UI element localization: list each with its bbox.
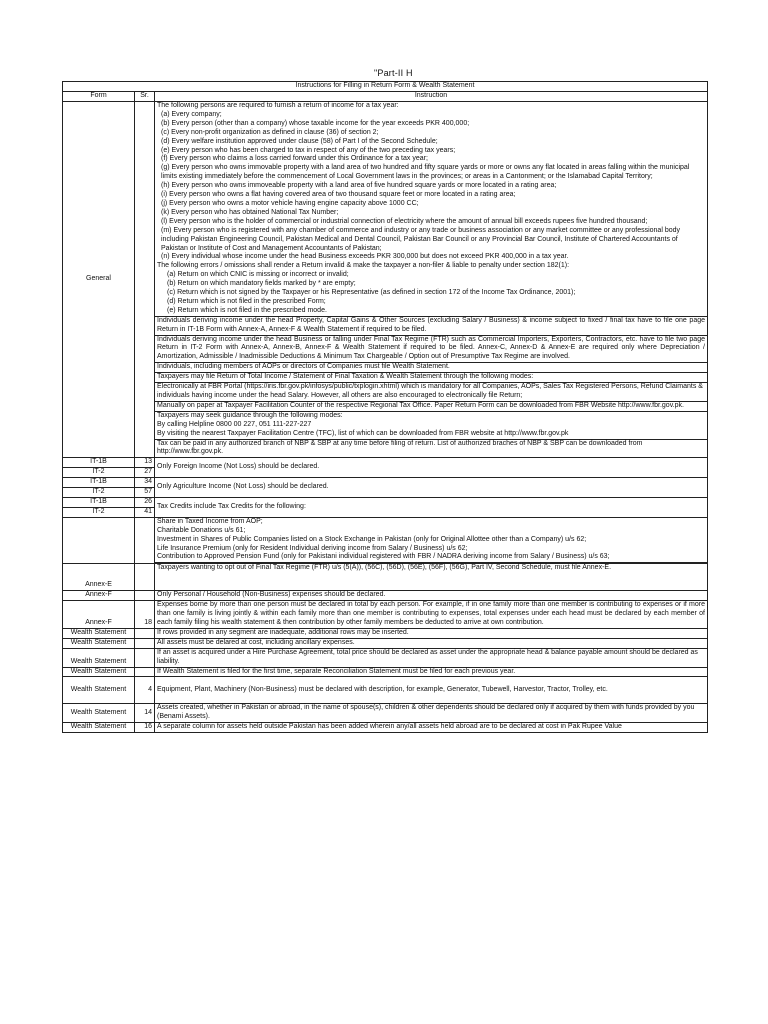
list-item: (c) Every non-profit organization as defined in clause (36) of section 2;	[161, 128, 379, 136]
table-row	[63, 564, 708, 591]
list-item: (a) Return on which CNIC is missing or incorrect or invalid;	[167, 271, 349, 279]
table-row	[63, 373, 708, 383]
table-row	[63, 497, 708, 507]
sr-cell	[135, 102, 155, 458]
instruction-cell: If Wealth Statement is filed for the first time, separate Reconciliation Statement must be filed for each previous year.	[155, 667, 708, 677]
instruction-cell: Only Agriculture Income (Not Loss) should be declared.	[155, 478, 708, 498]
instruction-cell: Manually on paper at Taxpayer Facilitation Counter of the respective Regional Tax Office. Paper Return Form can be downloaded from FBR Website http://www.fbr.gov.pk.	[155, 401, 708, 411]
instruction-cell: If rows provided in any segment are inadequate, additional rows may be inserted.	[155, 628, 708, 638]
instruction-cell: Expenses borne by more than one person must be declared in total by each person. For example, if in one family more than one member is contributing to expenses or if more than one family is living jointly & within each family more than one member is contributing to expenses, total expenses under each head must be declared by each member of each family filing his wealth statement & then contribution by other family members be deducted to arrive at own contribution.	[155, 601, 708, 629]
sr-cell	[135, 648, 155, 667]
table-row	[63, 667, 708, 677]
instruction-cell	[155, 411, 708, 439]
sr-cell: 27	[135, 468, 155, 478]
list-item: Contribution to Approved Pension Fund (only for Pakistani individual registered with FBR / NADRA deriving income from Salary / Business) u/s 63;	[157, 553, 610, 561]
instruction-cell: Taxpayers wanting to opt out of Final Tax Regime (FTR) u/s (5(A)), (56C), (56D), (56E), (56F), (56G), Part IV, Second Schedule, must file Annex-E.	[155, 564, 708, 591]
list-item: (m) Every person who is registered with any chamber of commerce and industry or any trade or business association or any market committee or any professional body including Pakistan Engineering Council, Pakistan Medical and Dental Council, Pakistan Bar Council or any Provincial Bar Council, Institute of Chartered Accountants of Pakistan or Institute of Cost and Management Accountants of Pakistan;	[161, 226, 681, 252]
list-item: (g) Every person who owns immovable property with a land area of two hundred and fifty square yards or more or owns any flat located in areas falling within the municipal limits existing immediately before the commencement of Local Government laws in the provinces; or areas in a Cantonment; or the Islamabad Capital Territory;	[161, 164, 690, 181]
sr-cell: 16	[135, 723, 155, 733]
table-row	[63, 316, 708, 335]
form-cell	[63, 517, 135, 564]
table-row	[63, 677, 708, 704]
instruction-cell: Individuals, including members of AOPs or directors of Companies must file Wealth Statement.	[155, 363, 708, 373]
sr-cell: 18	[135, 601, 155, 629]
sr-cell: 14	[135, 704, 155, 723]
table-row	[63, 401, 708, 411]
sr-cell	[135, 591, 155, 601]
list-item: (j) Every person who owns a motor vehicle having engine capacity above 1000 CC;	[161, 199, 419, 207]
list-item: (b) Return on which mandatory fields marked by * are empty;	[167, 280, 356, 288]
instruction-cell: If an asset is acquired under a Hire Purchase Agreement, total price should be declared as asset under the appropriate head & balance payable amount should be declared as liability.	[155, 648, 708, 667]
table-row	[63, 439, 708, 458]
form-cell: IT-2	[63, 488, 135, 498]
table-row	[63, 478, 708, 488]
sr-cell: 26	[135, 497, 155, 507]
form-cell: Annex-F	[63, 591, 135, 601]
form-cell: Wealth Statement	[63, 704, 135, 723]
table-row	[63, 628, 708, 638]
table-row	[63, 335, 708, 363]
header-form: Form	[63, 92, 135, 102]
form-cell: IT-2	[63, 507, 135, 517]
table-row	[63, 704, 708, 723]
form-cell: Wealth Statement	[63, 723, 135, 733]
table-row	[63, 723, 708, 733]
table-title: Instructions for Filling in Return Form & Wealth Statement	[63, 82, 708, 92]
header-row	[63, 92, 708, 102]
list-item: Investment in Shares of Public Companies listed on a Stock Exchange in Pakistan (only for Original Allottee other than a Company) u/s 62;	[157, 535, 587, 543]
form-cell: Wealth Statement	[63, 648, 135, 667]
list-item: (d) Return which is not filed in the prescribed Form;	[167, 297, 326, 305]
form-cell: Wealth Statement	[63, 667, 135, 677]
table-row	[63, 458, 708, 468]
list-item: (b) Every person (other than a company) whose taxable income for the year exceeds PKR 400,000;	[161, 119, 470, 127]
guidance-line: By calling Helpline 0800 00 227, 051 111-227-227	[157, 420, 312, 428]
part-title: "Part-II H	[374, 68, 413, 78]
list-item: (f) Every person who claims a loss carried forward under this Ordinance for a tax year;	[161, 155, 428, 163]
instruction-cell: Electronically at FBR Portal (https://iris.fbr.gov.pk/infosys/public/txplogin.xhtml) which is mandatory for all Companies, AOPs, Sales Tax Registered Persons, Refund Claimants & individuals having income under the head Salary. However, all others are also encouraged to electronically file Return;	[155, 383, 708, 402]
table-row	[63, 638, 708, 648]
form-cell: IT-1B	[63, 478, 135, 488]
list-item: (l) Every person who is the holder of commercial or industrial connection of electricity where the amount of annual bill exceeds rupees five hundred thousand;	[161, 217, 648, 225]
instruction-cell: Equipment, Plant, Machinery (Non-Business) must be declared with description, for example, Generator, Tubewell, Harvestor, Tractor, Trolley, etc.	[155, 677, 708, 704]
table-row	[63, 591, 708, 601]
sr-cell	[135, 564, 155, 591]
sr-cell	[135, 667, 155, 677]
instruction-cell: Taxpayers may file Return of Total Income / Statement of Final Taxation & Wealth Statement through the following modes:	[155, 373, 708, 383]
list-item: (k) Every person who has obtained National Tax Number;	[161, 208, 339, 216]
list-item: Life Insurance Premium (only for Resident Individual deriving income from Salary / Business) u/s 62;	[157, 544, 468, 552]
list-item: (h) Every person who owns immoveable property with a land area of five hundred square yards or more located in a rating area;	[161, 182, 557, 190]
list-item: (d) Every welfare institution approved under clause (58) of Part I of the Second Schedule;	[161, 137, 438, 145]
header-instruction: Instruction	[155, 92, 708, 102]
instruction-cell: Individuals deriving income under the head Property, Capital Gains & Other Sources (excluding Salary / Business) & income subject to fixed / final tax have to file one page Return in IT-1B Form with Annex-A, Annex-F & Wealth Statement if required to be filed.	[155, 316, 708, 335]
guidance-line: Taxpayers may seek guidance through the following modes:	[157, 411, 343, 419]
instructions-table	[62, 81, 708, 733]
instruction-cell	[155, 102, 708, 317]
guidance-line: By visiting the nearest Taxpayer Facilitation Centre (TFC), list of which can be downloaded from FBR website at http://www.fbr.gov.pk	[157, 429, 569, 437]
form-cell: Wealth Statement	[63, 628, 135, 638]
form-cell: IT-2	[63, 468, 135, 478]
list-item: (c) Return which is not signed by the Taxpayer or his Representative (as defined in section 172 of the Income Tax Ordinance, 2001);	[167, 289, 576, 297]
table-row	[63, 102, 708, 317]
list-item: (e) Return which is not filed in the prescribed mode.	[167, 306, 327, 314]
table-row	[63, 601, 708, 629]
sr-cell: 4	[135, 677, 155, 704]
list-item: Share in Taxed Income from AOP;	[157, 517, 263, 525]
instruction-cell: Assets created, whether in Pakistan or abroad, in the name of spouse(s), children & other dependents should be declared only if acquired by them with funds provided by you (Benami Assets).	[155, 704, 708, 723]
header-sr: Sr.	[135, 92, 155, 102]
table-row	[63, 517, 708, 563]
form-cell: General	[63, 102, 135, 458]
instruction-cell: A separate column for assets held outside Pakistan has been added wherein any/all assets held abroad are to be declared at cost in Pak Rupee Value	[155, 723, 708, 733]
form-cell: IT-1B	[63, 497, 135, 507]
instruction-cell: All assets must be delared at cost, including ancillary expenses.	[155, 638, 708, 648]
table-row	[63, 383, 708, 402]
sr-cell: 57	[135, 488, 155, 498]
instruction-cell: Only Foreign Income (Not Loss) should be declared.	[155, 458, 708, 478]
table-row	[63, 363, 708, 373]
form-cell: Wealth Statement	[63, 638, 135, 648]
form-cell: IT-1B	[63, 458, 135, 468]
sr-cell	[135, 517, 155, 564]
general-intro: The following persons are required to furnish a return of income for a tax year:	[157, 102, 399, 109]
table-row	[63, 411, 708, 439]
sr-cell	[135, 628, 155, 638]
sr-cell	[135, 638, 155, 648]
list-item: Charitable Donations u/s 61;	[157, 526, 246, 534]
form-cell: Annex-E	[63, 564, 135, 591]
errors-intro: The following errors / omissions shall render a Return invalid & make the taxpayer a non-filer & liable to penalty under section 182(1):	[157, 262, 570, 270]
instruction-cell: Tax Credits include Tax Credits for the following:	[155, 497, 708, 517]
list-item: (e) Every person who has been charged to tax in respect of any of the two preceding tax years;	[161, 146, 456, 154]
list-item: (i) Every person who owns a flat having covered area of two thousand square feet or more located in a rating area;	[161, 191, 516, 199]
list-item: (n) Every individual whose income under the head Business exceeds PKR 300,000 but does not exceed PKR 400,000 in a tax year.	[161, 253, 569, 261]
sr-cell: 34	[135, 478, 155, 488]
sr-cell: 13	[135, 458, 155, 468]
sr-cell: 41	[135, 507, 155, 517]
instruction-cell: Individuals deriving income under the head Business or falling under Final Tax Regime (FTR) such as Commercial Importers, Exporters, Contractors, etc. have to file two page Return in IT-2 Form with Annex-A, Annex-B, Annex-F & Wealth Statement if required to be filed. Annex-C, Annex-D & Annex-E are required only where Depreciation / Amortization, Admissible / Inadmissible Deductions & Minimum Tax Chargeable / Option out of Presumptive Tax Regime are involved.	[155, 335, 708, 363]
instruction-cell: Only Personal / Household (Non-Business) expenses should be declared.	[155, 591, 708, 601]
form-cell: Wealth Statement	[63, 677, 135, 704]
instruction-cell	[155, 517, 708, 563]
list-item: (a) Every company;	[161, 110, 222, 118]
instruction-cell: Tax can be paid in any authorized branch of NBP & SBP at any time before filing of return. List of authorized braches of NBP & SBP can be downloaded from http://www.fbr.gov.pk.	[155, 439, 708, 458]
table-row	[63, 648, 708, 667]
form-cell: Annex-F	[63, 601, 135, 629]
